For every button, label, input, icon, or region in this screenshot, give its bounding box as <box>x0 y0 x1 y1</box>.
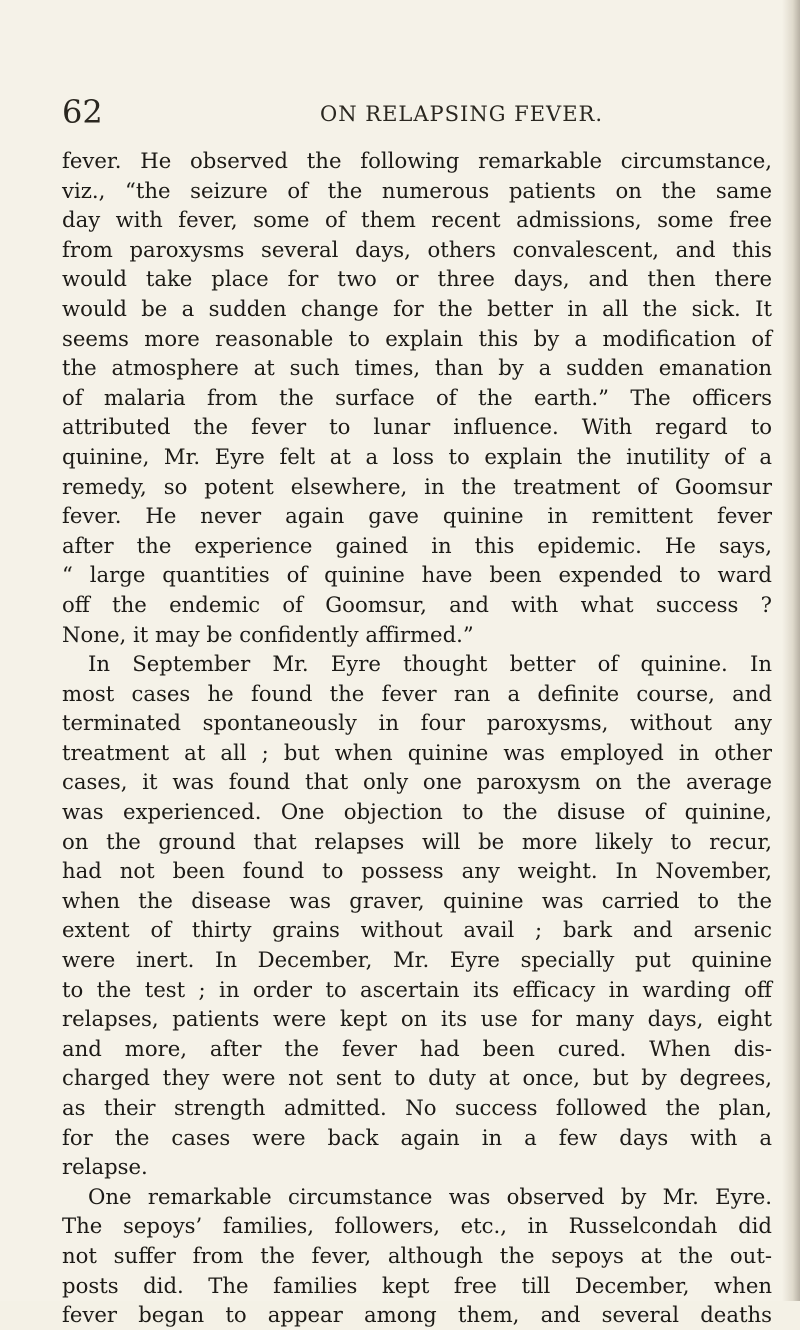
body-text <box>62 146 772 1330</box>
text-line: quinine, Mr. Eyre felt at a loss to explain the inutility of a <box>62 443 772 469</box>
text-line: “ large quantities of quinine have been expended to ward <box>62 562 772 588</box>
text-line: seems more reasonable to explain this by a modification of <box>62 325 772 351</box>
text-line: on the ground that relapses will be more likely to recur, <box>62 828 772 854</box>
text-line: fever. He observed the following remarkable circumstance, <box>62 148 772 173</box>
paragraph-start-line: One remarkable circumstance was observed by Mr. Eyre. <box>88 1183 772 1209</box>
text-line: had not been found to possess any weight. In November, <box>62 858 772 884</box>
text-line: extent of thirty grains without avail ; bark and arsenic <box>62 917 772 943</box>
text-line: off the endemic of Goomsur, and with what success ? <box>62 591 772 617</box>
text-line: posts did. The families kept free till December, when <box>62 1272 772 1298</box>
text-line: when the disease was graver, quinine was carried to the <box>62 887 772 913</box>
text-line: were inert. In December, Mr. Eyre specially put quinine <box>62 947 772 973</box>
text-line: and more, after the fever had been cured. When dis- <box>62 1035 772 1061</box>
text-line: of malaria from the surface of the earth.” The officers <box>62 384 772 410</box>
text-line: would be a sudden change for the better in all the sick. It <box>62 295 772 321</box>
text-line: to the test ; in order to ascertain its efficacy in warding off <box>62 976 772 1002</box>
text-line: relapses, patients were kept on its use for many days, eight <box>62 1006 772 1032</box>
text-line: fever began to appear among them, and several deaths <box>62 1302 772 1328</box>
page-edge-shadow <box>782 0 800 1301</box>
text-line: treatment at all ; but when quinine was employed in other <box>62 739 772 765</box>
text-line: would take place for two or three days, and then there <box>62 266 772 292</box>
text-line: was experienced. One objection to the disuse of quinine, <box>62 799 772 825</box>
page-header <box>60 92 760 132</box>
text-line: not suffer from the fever, although the sepoys at the out- <box>62 1242 772 1268</box>
text-line: cases, it was found that only one paroxysm on the average <box>62 769 772 795</box>
text-line: charged they were not sent to duty at once, but by degrees, <box>62 1065 772 1091</box>
text-line: day with fever, some of them recent admissions, some free <box>62 207 772 233</box>
text-line: most cases he found the fever ran a definite course, and <box>62 680 772 706</box>
text-line: for the cases were back again in a few days with a <box>62 1124 772 1150</box>
text-line: fever. He never again gave quinine in remittent fever <box>62 503 772 529</box>
page-number: 62 <box>62 93 103 131</box>
text-line: terminated spontaneously in four paroxysms, without any <box>62 710 772 736</box>
text-line: The sepoys’ families, followers, etc., in Russelcondah did <box>62 1213 772 1239</box>
text-line: attributed the fever to lunar influence. With regard to <box>62 414 772 440</box>
text-line: from paroxysms several days, others convalescent, and this <box>62 236 772 262</box>
paragraph-end-line: None, it may be confidently affirmed.” <box>62 621 474 647</box>
text-line: as their strength admitted. No success followed the plan, <box>62 1095 772 1120</box>
text-line: after the experience gained in this epidemic. He says, <box>62 532 772 558</box>
text-line: the atmosphere at such times, than by a sudden emanation <box>62 355 772 381</box>
text-line: remedy, so potent elsewhere, in the treatment of Goomsur <box>62 473 772 499</box>
paragraph-start-line: In September Mr. Eyre thought better of quinine. In <box>88 651 772 677</box>
paragraph-end-line: relapse. <box>62 1154 148 1180</box>
text-line: viz., “the seizure of the numerous patients on the same <box>62 177 772 203</box>
running-title: ON RELAPSING FEVER. <box>320 102 604 126</box>
